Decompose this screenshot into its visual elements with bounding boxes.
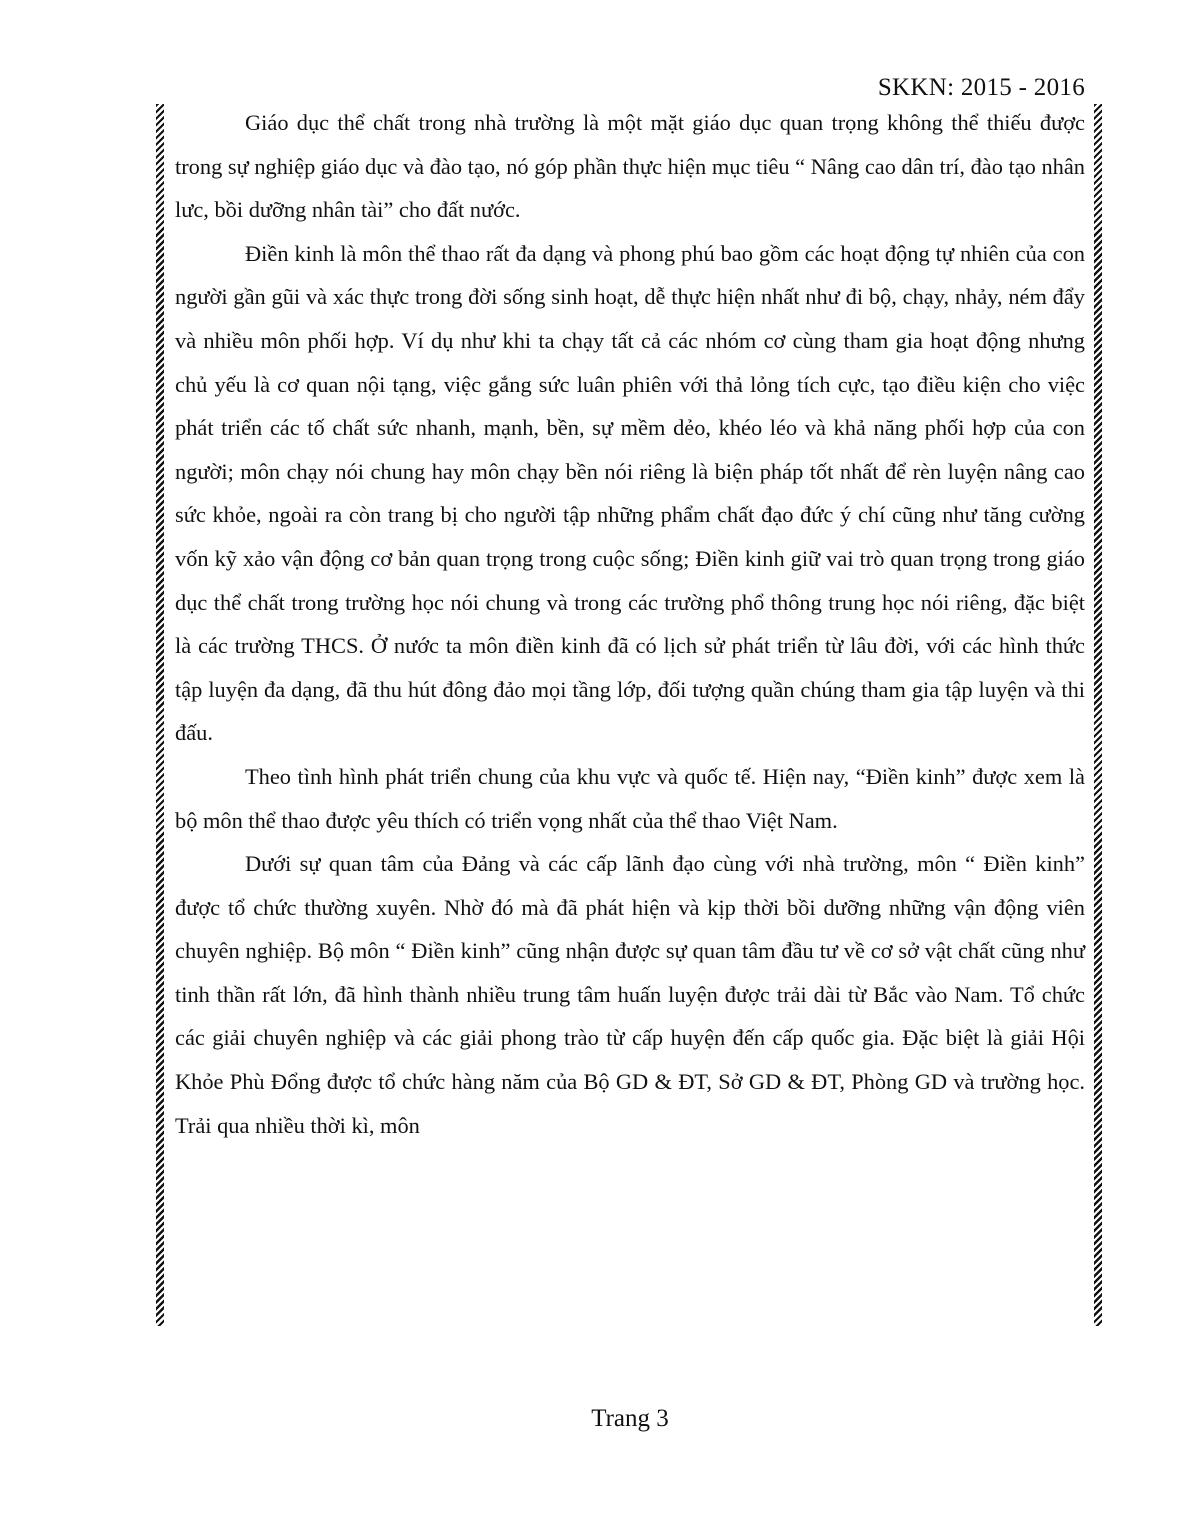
right-page-border — [1094, 104, 1102, 1326]
paragraph-4: Dưới sự quan tâm của Đảng và các cấp lãnh đạo cùng với nhà trường, môn “ Điền kinh” được tổ chức thường xuyên. Nhờ đó mà đã phát hiện và kịp thời bồi dưỡng những vận động viên chuyên nghiệp. Bộ môn “ Điền kinh” cũng nhận được sự quan tâm đầu tư về cơ sở vật chất cũng như tinh thần rất lớn, đã hình thành nhiều trung tâm huấn luyện được trải dài từ Bắc vào Nam. Tổ chức các giải chuyên nghiệp và các giải phong trào từ cấp huyện đến cấp quốc gia. Đặc biệt là giải Hội Khỏe Phù Đổng được tổ chức hàng năm của Bộ GD & ĐT, Sở GD & ĐT, Phòng GD và trường học. Trải qua nhiều thời kì, môn — [175, 851, 1085, 1138]
paragraph-2: Điền kinh là môn thể thao rất đa dạng và phong phú bao gồm các hoạt động tự nhiên của con người gần gũi và xác thực trong đời sống sinh hoạt, dễ thực hiện nhất như đi bộ, chạy, nhảy, ném đẩy và nhiều môn phối hợp. Ví dụ như khi ta chạy tất cả các nhóm cơ cùng tham gia hoạt động nhưng chủ yếu là cơ quan nội tạng, việc gắng sức luân phiên với thả lỏng tích cực, tạo điều kiện cho việc phát triển các tố chất sức nhanh, mạnh, bền, sự mềm dẻo, khéo léo và khả năng phối hợp của con người; môn chạy nói chung hay môn chạy bền nói riêng là biện pháp tốt nhất để rèn luyện nâng cao sức khỏe, ngoài ra còn trang bị cho người tập những phẩm chất đạo đức ý chí cũng như tăng cường vốn kỹ xảo vận động cơ bản quan trọng trong cuộc sống; Điền kinh giữ vai trò quan trọng trong giáo dục thể chất trong trường học nói chung và trong các trường phổ thông trung học nói riêng, đặc biệt là các trường THCS. Ở nước ta môn điền kinh đã có lịch sử phát triển từ lâu đời, với các hình thức tập luyện đa dạng, đã thu hút đông đảo mọi tầng lớp, đối tượng quần chúng tham gia tập luyện và thi đấu. — [175, 240, 1085, 746]
page-number: Trang 3 — [591, 1405, 669, 1432]
paragraph-3: Theo tình hình phát triển chung của khu vực và quốc tế. Hiện nay, “Điền kinh” được xem là bộ môn thể thao được yêu thích có triển vọng nhất của thể thao Việt Nam. — [175, 763, 1085, 833]
left-page-border — [156, 104, 164, 1326]
paragraph-1: Giáo dục thể chất trong nhà trường là một mặt giáo dục quan trọng không thể thiếu được trong sự nghiệp giáo dục và đào tạo, nó góp phần thực hiện mục tiêu “ Nâng cao dân trí, đào tạo nhân lưc, bồi dưỡng nhân tài” cho đất nước. — [175, 110, 1085, 223]
body-text — [175, 101, 1085, 1147]
page-header: SKKN: 2015 - 2016 — [877, 74, 1085, 101]
